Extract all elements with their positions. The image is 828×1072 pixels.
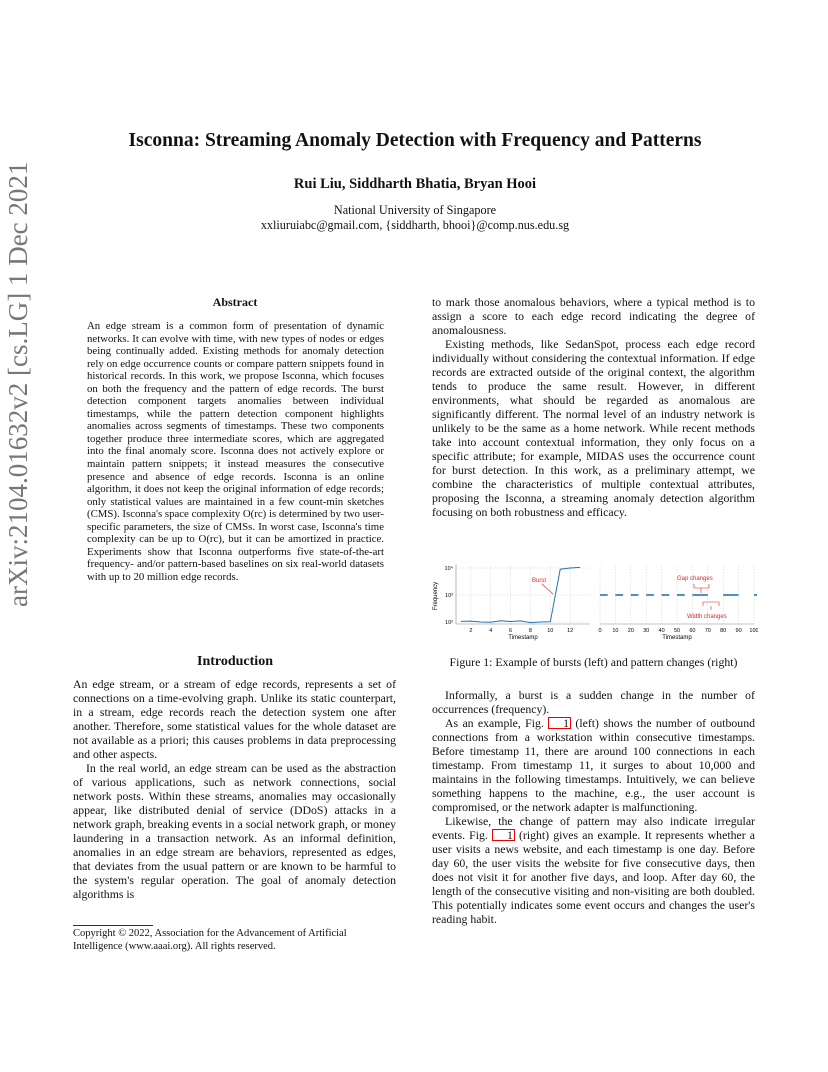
intro-paragraph-6: [432, 716, 755, 814]
arxiv-sidebar-id: arXiv:2104.01632v2 [cs.LG] 1 Dec 2021: [3, 161, 33, 607]
left-xtick-label: 8: [528, 628, 532, 634]
right-xtick-label: 30: [643, 628, 650, 634]
figure-reference-link[interactable]: 1: [548, 717, 571, 729]
right-xlabel: Timestamp: [662, 635, 692, 641]
right-xtick-label: 60: [689, 628, 696, 634]
gap-bracket: [694, 584, 709, 593]
paper-authors: Rui Liu, Siddharth Bhatia, Bryan Hooi: [293, 176, 537, 192]
right-xtick-label: 70: [704, 628, 711, 634]
left-ytick-label: 10⁴: [444, 566, 453, 572]
paper-title: Isconna: Streaming Anomaly Detection with Frequency and Patterns: [128, 130, 702, 151]
intro-paragraph-2: In the real world, an edge stream can be used as the abstraction of various applications, such as network connections, social network posts. Within these streams, anomalies may occasionally appear, like distributed denial of service (DDoS) attacks in a network graph, breaking events in a social network graph, or money laundering in a transaction network. As an informal definition, anomalies in an edge stream are behaviors, represented as edges, that deviates from the usual pattern or are known to be harmful to the system's regular operation. The goal of anomaly detection algorithms is: [73, 761, 396, 901]
right-xtick-label: 100: [749, 628, 758, 634]
right-xtick-label: 20: [627, 628, 634, 634]
p7-end: (right) gives an example. It represents whether a user visits a news website, and each timestamp is one day. Before day 60, the user visits the website for five consecutive days, then does not visit it for another five days, and loop. After day 60, the length of the consecutive visiting and non-visiting are both doubled. This potentially indicates some event occurs and changes the user's reading habit.: [432, 828, 755, 926]
introduction-heading: Introduction: [197, 654, 273, 669]
intro-paragraph-3: to mark those anomalous behaviors, where a typical method is to assign a score to each edge record indicating the degree of anomalousness.: [432, 295, 755, 337]
left-xtick-label: 6: [509, 628, 513, 634]
burst-plot: [433, 564, 590, 641]
p7-start: Likewise, the change of pattern may also indicate irregular events. Fig.: [432, 814, 755, 842]
p6-end: (left) shows the number of outbound connections from a workstation within consecutive timestamps. Before timestamp 11, there are around 100 connections in each timestamp. From timestamp 11, it surges to about 10,000 and maintains in the following timestamps. Intuitively, we can believe something happens to the machine, e.g., the user account is compromised, or the network adapter is malfunctioning.: [432, 716, 755, 814]
introduction-left-column: [73, 677, 396, 901]
abstract-heading: Abstract: [212, 295, 258, 309]
affiliation: National University of Singapore: [333, 203, 497, 217]
width-changes-label: Width changes: [687, 614, 727, 620]
figure-1: [432, 560, 758, 646]
introduction-right-column-top: [432, 295, 755, 519]
copyright-footnote: Copyright © 2022, Association for the Advancement of Artificial Intelligence (www.aaai.org). All rights reserved.: [73, 928, 347, 952]
right-xtick-label: 80: [720, 628, 727, 634]
figure-1-caption: Figure 1: Example of bursts (left) and pattern changes (right): [449, 655, 738, 669]
p6-start: As an example, Fig.: [445, 716, 549, 730]
figure-1-svg: [432, 560, 758, 646]
affiliation-block: [60, 203, 770, 233]
left-xtick-label: 2: [469, 628, 473, 634]
intro-paragraph-4: Existing methods, like SedanSpot, process each edge record individually without considering the contextual information. If edge records are extracted outside of the original context, the algorithm tends to produce the same result. However, in different environments, what should be regarded as anomalous are significantly different. The normal level of an industry network is unlikely to be the same as a home network. While recent methods take into account contextual information, they only focus on a specific attribute; for example, MIDAS uses the occurrence count for burst detection. In this work, as a preliminary attempt, we combine the characteristics of multiple contextual attributes, proposing the Isconna, a streaming anomaly detection algorithm focusing on both robustness and efficacy.: [432, 337, 755, 519]
left-xtick-label: 4: [489, 628, 493, 634]
width-bracket: [703, 602, 719, 610]
left-ytick-label: 10²: [445, 620, 453, 626]
left-xtick-label: 12: [567, 628, 574, 634]
abstract-body: [87, 320, 384, 583]
left-ylabel: Frequency: [433, 581, 439, 611]
left-xlabel: Timestamp: [508, 635, 538, 641]
right-xtick-label: 50: [673, 628, 681, 634]
pattern-plot: [598, 566, 758, 641]
right-xtick-label: 40: [658, 628, 665, 634]
abstract-text: An edge stream is a common form of presentation of dynamic networks. It can evolve with time, with new types of nodes or edges being continually added. Existing methods for anomaly detection rely on edge occurrence counts or compare pattern snippets found in historical records. In this work, we propose Isconna, which focuses on both the frequency and the pattern of edge records. The burst detection component targets anomalies between individual timestamps, while the pattern detection component highlights anomalies across segments of timestamps. These two components together produce three intermediate scores, which are aggregated into the final anomaly score. Isconna does not actively explore or maintain pattern snippets; it instead measures the consecutive presence and absence of edge records. Isconna is an online algorithm, it does not keep the original information of edge records; only statistical values are maintained in a few count-min sketches (CMS). Isconna's space complexity O(rc) is determined by two user-specific parameters, the size of CMSs. In worst case, Isconna's time complexity can be up to O(rc), but it can be amortized in practice. Experiments show that Isconna outperforms five state-of-the-art frequency- and/or pattern-based baselines on six real-world datasets with up to 20 million edge records.: [87, 320, 384, 583]
intro-paragraph-5: Informally, a burst is a sudden change in the number of occurrences (frequency).: [432, 688, 755, 716]
right-xtick-label: 0: [598, 628, 602, 634]
left-ytick-label: 10³: [445, 593, 453, 599]
gap-changes-label: Gap changes: [677, 576, 713, 582]
figure-reference-link[interactable]: 1: [492, 829, 515, 841]
left-xtick-label: 10: [547, 628, 554, 634]
right-xtick-label: 90: [735, 628, 742, 634]
author-emails: xxliuruiabc@gmail.com, {siddharth, bhooi}@comp.nus.edu.sg: [260, 218, 570, 232]
intro-paragraph-7: [432, 814, 755, 926]
intro-paragraph-1: An edge stream, or a stream of edge records, represents a set of connections on a time-evolving graph. Unlike its static counterpart, in a stream, edge records reach the detection system one after another. Therefore, some statistical values for the whole dataset are not available as a priori; this causes problems in data preprocessing and other aspects.: [73, 677, 396, 761]
footnote-divider: [73, 925, 153, 926]
burst-annotation-arrow: [542, 584, 553, 594]
introduction-right-column-bottom: [432, 688, 755, 926]
right-xtick-label: 10: [612, 628, 619, 634]
burst-annotation: Burst: [532, 578, 547, 584]
